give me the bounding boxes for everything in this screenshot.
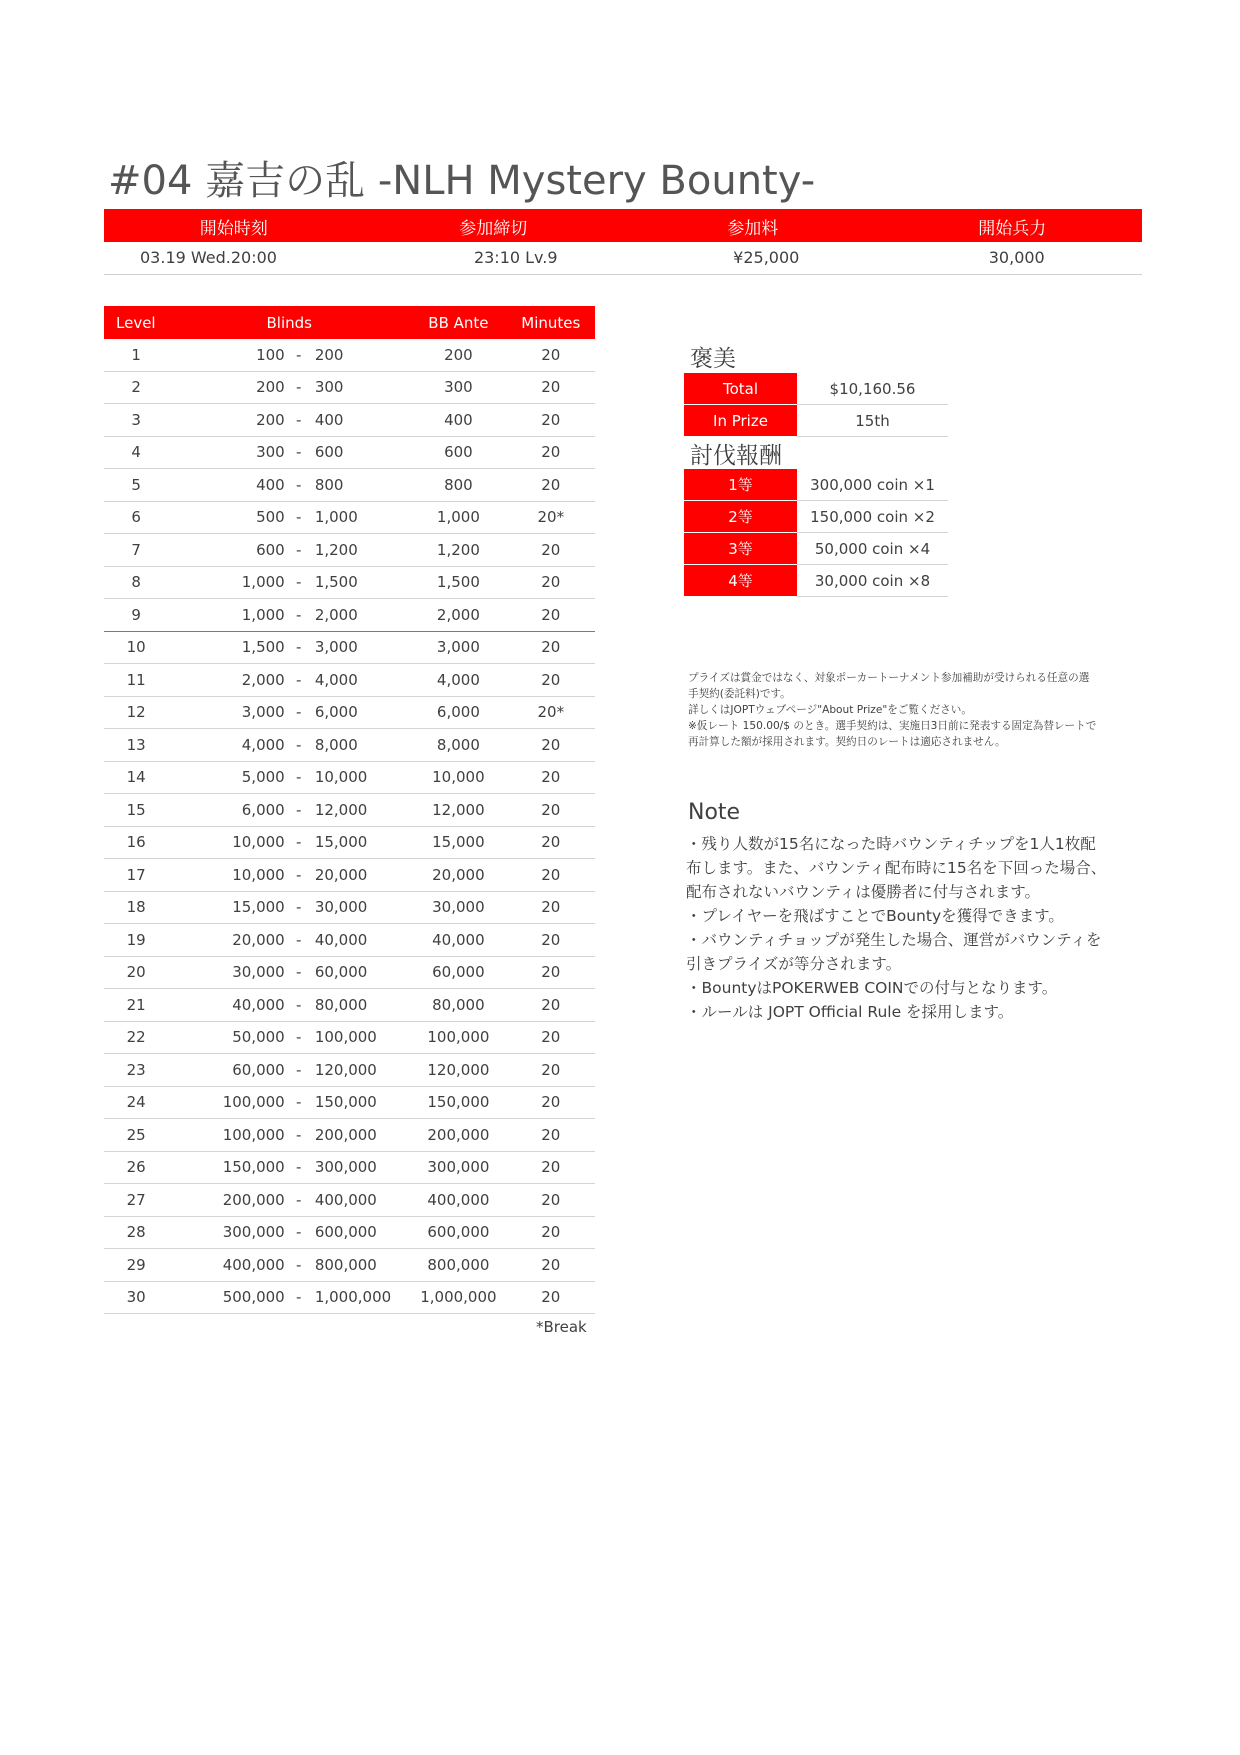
small-blind-cell: 200,000 — [168, 1184, 286, 1217]
level-cell: 30 — [104, 1281, 168, 1314]
bb-ante-cell: 300 — [410, 371, 506, 404]
big-blind-cell: 1,200 — [311, 534, 410, 567]
minutes-cell: 20 — [507, 599, 595, 632]
small-blind-cell: 150,000 — [168, 1151, 286, 1184]
bounty-label-1st: 1等 — [684, 469, 797, 501]
small-blind-cell: 400,000 — [168, 1249, 286, 1282]
bounty-label-4th: 4等 — [684, 565, 797, 597]
note-line: ・ルールは JOPT Official Rule を採用します。 — [686, 1003, 1014, 1021]
minutes-cell: 20 — [507, 989, 595, 1022]
bb-ante-cell: 12,000 — [410, 794, 506, 827]
blind-separator: - — [287, 696, 311, 729]
big-blind-cell: 600,000 — [311, 1216, 410, 1249]
blind-separator: - — [287, 924, 311, 957]
level-cell: 18 — [104, 891, 168, 924]
disclaimer-line: 再計算した額が採用されます。契約日のレートは適応されません。 — [688, 736, 1006, 748]
level-cell: 21 — [104, 989, 168, 1022]
minutes-cell: 20 — [507, 729, 595, 762]
small-blind-cell: 600 — [168, 534, 286, 567]
small-blind-cell: 2,000 — [168, 664, 286, 697]
small-blind-cell: 300 — [168, 436, 286, 469]
blind-separator: - — [287, 729, 311, 762]
note-line: ・残り人数が15名になった時バウンティチップを1人1枚配 — [686, 835, 1096, 853]
level-cell: 29 — [104, 1249, 168, 1282]
note-line: ・プレイヤーを飛ばすことでBountyを獲得できます。 — [686, 907, 1064, 925]
minutes-cell: 20 — [507, 1054, 595, 1087]
blind-level-row — [104, 1184, 595, 1217]
big-blind-cell: 1,000 — [311, 501, 410, 534]
bounty-row — [684, 565, 948, 597]
header-blinds: Blinds — [168, 306, 410, 339]
big-blind-cell: 100,000 — [311, 1021, 410, 1054]
big-blind-cell: 1,500 — [311, 566, 410, 599]
minutes-cell: 20 — [507, 404, 595, 437]
small-blind-cell: 1,000 — [168, 566, 286, 599]
minutes-cell: 20 — [507, 1151, 595, 1184]
bb-ante-cell: 800,000 — [410, 1249, 506, 1282]
reward-value-total: $10,160.56 — [797, 373, 948, 405]
big-blind-cell: 6,000 — [311, 696, 410, 729]
blind-table-header — [104, 306, 595, 339]
blind-separator: - — [287, 664, 311, 697]
blind-level-row — [104, 1151, 595, 1184]
info-buy-in: ¥25,000 — [733, 248, 800, 267]
info-reg-close: 23:10 Lv.9 — [473, 248, 558, 267]
blind-level-row — [104, 1249, 595, 1282]
blind-separator: - — [287, 989, 311, 1022]
blind-separator: - — [287, 566, 311, 599]
note-line: 布します。また、バウンティ配布時に15名を下回った場合、 — [686, 859, 1107, 877]
big-blind-cell: 40,000 — [311, 924, 410, 957]
bb-ante-cell: 4,000 — [410, 664, 506, 697]
bb-ante-cell: 150,000 — [410, 1086, 506, 1119]
level-cell: 1 — [104, 339, 168, 371]
big-blind-cell: 150,000 — [311, 1086, 410, 1119]
blind-separator: - — [287, 339, 311, 371]
info-header-reg-close: 参加締切 — [459, 219, 528, 239]
big-blind-cell: 60,000 — [311, 956, 410, 989]
small-blind-cell: 1,500 — [168, 631, 286, 664]
blind-separator: - — [287, 1054, 311, 1087]
small-blind-cell: 3,000 — [168, 696, 286, 729]
level-cell: 15 — [104, 794, 168, 827]
small-blind-cell: 4,000 — [168, 729, 286, 762]
blind-level-row — [104, 761, 595, 794]
minutes-cell: 20 — [507, 371, 595, 404]
blind-structure-table — [104, 306, 595, 1314]
blind-level-row — [104, 1216, 595, 1249]
blind-level-row — [104, 469, 595, 502]
small-blind-cell: 300,000 — [168, 1216, 286, 1249]
big-blind-cell: 15,000 — [311, 826, 410, 859]
minutes-cell: 20 — [507, 826, 595, 859]
blind-separator: - — [287, 599, 311, 632]
info-start-time: 03.19 Wed.20:00 — [140, 248, 277, 267]
big-blind-cell: 800 — [311, 469, 410, 502]
bounty-value-3rd: 50,000 coin ×4 — [797, 533, 948, 565]
small-blind-cell: 40,000 — [168, 989, 286, 1022]
minutes-cell: 20 — [507, 664, 595, 697]
level-cell: 17 — [104, 859, 168, 892]
note-title: Note — [688, 800, 741, 825]
blind-level-row — [104, 891, 595, 924]
level-cell: 5 — [104, 469, 168, 502]
blind-separator: - — [287, 794, 311, 827]
level-cell: 24 — [104, 1086, 168, 1119]
level-cell: 12 — [104, 696, 168, 729]
level-cell: 27 — [104, 1184, 168, 1217]
big-blind-cell: 1,000,000 — [311, 1281, 410, 1314]
small-blind-cell: 10,000 — [168, 826, 286, 859]
info-header-start-time: 開始時刻 — [199, 219, 268, 239]
minutes-cell: 20 — [507, 631, 595, 664]
bounty-table — [684, 469, 948, 597]
level-cell: 20 — [104, 956, 168, 989]
blind-separator: - — [287, 436, 311, 469]
level-cell: 11 — [104, 664, 168, 697]
bb-ante-cell: 30,000 — [410, 891, 506, 924]
bb-ante-cell: 15,000 — [410, 826, 506, 859]
blind-separator: - — [287, 761, 311, 794]
minutes-cell: 20 — [507, 924, 595, 957]
blind-separator: - — [287, 859, 311, 892]
page-title: #04 嘉吉の乱 -NLH Mystery Bounty- — [108, 158, 816, 204]
blind-level-row — [104, 1021, 595, 1054]
minutes-cell: 20* — [507, 696, 595, 729]
disclaimer-line: 詳しくはJOPTウェブページ"About Prize"をご覧ください。 — [688, 704, 972, 716]
bounty-label-3rd: 3等 — [684, 533, 797, 565]
bb-ante-cell: 1,000,000 — [410, 1281, 506, 1314]
level-cell: 16 — [104, 826, 168, 859]
bb-ante-cell: 120,000 — [410, 1054, 506, 1087]
level-cell: 26 — [104, 1151, 168, 1184]
level-cell: 6 — [104, 501, 168, 534]
bb-ante-cell: 600 — [410, 436, 506, 469]
blind-separator: - — [287, 1281, 311, 1314]
small-blind-cell: 100 — [168, 339, 286, 371]
blind-level-row — [104, 1054, 595, 1087]
note-line: 配布されないバウンティは優勝者に付与されます。 — [686, 883, 1041, 901]
big-blind-cell: 12,000 — [311, 794, 410, 827]
small-blind-cell: 200 — [168, 371, 286, 404]
level-cell: 8 — [104, 566, 168, 599]
level-cell: 25 — [104, 1119, 168, 1152]
level-cell: 23 — [104, 1054, 168, 1087]
bb-ante-cell: 10,000 — [410, 761, 506, 794]
blind-separator: - — [287, 1249, 311, 1282]
minutes-cell: 20 — [507, 891, 595, 924]
level-cell: 13 — [104, 729, 168, 762]
blind-level-row — [104, 1086, 595, 1119]
minutes-cell: 20 — [507, 956, 595, 989]
bb-ante-cell: 6,000 — [410, 696, 506, 729]
bb-ante-cell: 40,000 — [410, 924, 506, 957]
minutes-cell: 20 — [507, 1184, 595, 1217]
bounty-value-4th: 30,000 coin ×8 — [797, 565, 948, 597]
bb-ante-cell: 60,000 — [410, 956, 506, 989]
reward-label-in-prize: In Prize — [684, 405, 797, 437]
big-blind-cell: 200,000 — [311, 1119, 410, 1152]
level-cell: 4 — [104, 436, 168, 469]
note-line: ・バウンティチョップが発生した場合、運営がバウンティを — [686, 931, 1102, 949]
small-blind-cell: 200 — [168, 404, 286, 437]
note-list — [686, 832, 1146, 1024]
blind-level-row — [104, 501, 595, 534]
big-blind-cell: 300,000 — [311, 1151, 410, 1184]
blind-separator: - — [287, 371, 311, 404]
bb-ante-cell: 1,200 — [410, 534, 506, 567]
bb-ante-cell: 400,000 — [410, 1184, 506, 1217]
blind-level-row — [104, 631, 595, 664]
disclaimer-line: ※仮レート 150.00/$ のとき。選手契約は、実施日3日前に発表する固定為替レートで — [688, 720, 1097, 732]
blind-separator: - — [287, 1151, 311, 1184]
big-blind-cell: 800,000 — [311, 1249, 410, 1282]
minutes-cell: 20 — [507, 469, 595, 502]
big-blind-cell: 120,000 — [311, 1054, 410, 1087]
blind-separator: - — [287, 1184, 311, 1217]
blind-level-row — [104, 371, 595, 404]
minutes-cell: 20 — [507, 339, 595, 371]
blind-level-row — [104, 599, 595, 632]
big-blind-cell: 80,000 — [311, 989, 410, 1022]
blind-level-row — [104, 696, 595, 729]
small-blind-cell: 5,000 — [168, 761, 286, 794]
blind-separator: - — [287, 631, 311, 664]
big-blind-cell: 30,000 — [311, 891, 410, 924]
bb-ante-cell: 80,000 — [410, 989, 506, 1022]
blind-separator: - — [287, 501, 311, 534]
note-line: 引きプライズが等分されます。 — [686, 955, 902, 973]
blind-level-row — [104, 404, 595, 437]
small-blind-cell: 15,000 — [168, 891, 286, 924]
minutes-cell: 20 — [507, 1216, 595, 1249]
blind-separator: - — [287, 469, 311, 502]
level-cell: 14 — [104, 761, 168, 794]
big-blind-cell: 10,000 — [311, 761, 410, 794]
blind-level-row — [104, 436, 595, 469]
blind-level-row — [104, 989, 595, 1022]
bounty-value-1st: 300,000 coin ×1 — [797, 469, 948, 501]
blind-level-row — [104, 729, 595, 762]
bounty-value-2nd: 150,000 coin ×2 — [797, 501, 948, 533]
blind-separator: - — [287, 404, 311, 437]
blind-separator: - — [287, 1021, 311, 1054]
big-blind-cell: 8,000 — [311, 729, 410, 762]
bb-ante-cell: 1,000 — [410, 501, 506, 534]
info-starting-stack: 30,000 — [988, 248, 1045, 267]
blind-separator: - — [287, 891, 311, 924]
bb-ante-cell: 800 — [410, 469, 506, 502]
info-value-row — [104, 242, 1142, 275]
blind-separator: - — [287, 1086, 311, 1119]
bb-ante-cell: 200 — [410, 339, 506, 371]
disclaimer-line: プライズは賞金ではなく、対象ポーカートーナメント参加補助が受けられる任意の選 — [688, 672, 1090, 684]
big-blind-cell: 4,000 — [311, 664, 410, 697]
blind-level-row — [104, 924, 595, 957]
bounty-row — [684, 469, 948, 501]
bb-ante-cell: 100,000 — [410, 1021, 506, 1054]
blind-level-row — [104, 664, 595, 697]
bb-ante-cell: 8,000 — [410, 729, 506, 762]
bounty-label-2nd: 2等 — [684, 501, 797, 533]
blind-level-row — [104, 534, 595, 567]
big-blind-cell: 400,000 — [311, 1184, 410, 1217]
bb-ante-cell: 3,000 — [410, 631, 506, 664]
minutes-cell: 20 — [507, 1086, 595, 1119]
blind-separator: - — [287, 826, 311, 859]
reward-value-in-prize: 15th — [797, 405, 948, 437]
small-blind-cell: 500,000 — [168, 1281, 286, 1314]
small-blind-cell: 6,000 — [168, 794, 286, 827]
level-cell: 9 — [104, 599, 168, 632]
minutes-cell: 20 — [507, 566, 595, 599]
bb-ante-cell: 20,000 — [410, 859, 506, 892]
bb-ante-cell: 600,000 — [410, 1216, 506, 1249]
level-cell: 3 — [104, 404, 168, 437]
bb-ante-cell: 400 — [410, 404, 506, 437]
bb-ante-cell: 200,000 — [410, 1119, 506, 1152]
small-blind-cell: 500 — [168, 501, 286, 534]
small-blind-cell: 60,000 — [168, 1054, 286, 1087]
minutes-cell: 20 — [507, 794, 595, 827]
bounty-title: 討伐報酬 — [690, 443, 782, 469]
minutes-cell: 20 — [507, 1249, 595, 1282]
minutes-cell: 20 — [507, 859, 595, 892]
blind-level-row — [104, 1119, 595, 1152]
reward-title: 褒美 — [690, 346, 736, 372]
header-minutes: Minutes — [507, 306, 595, 339]
blind-level-row — [104, 794, 595, 827]
big-blind-cell: 20,000 — [311, 859, 410, 892]
break-note: *Break — [536, 1318, 587, 1336]
bounty-row — [684, 533, 948, 565]
blind-separator: - — [287, 956, 311, 989]
blind-level-row — [104, 859, 595, 892]
minutes-cell: 20* — [507, 501, 595, 534]
prize-disclaimer — [688, 670, 1138, 750]
bb-ante-cell: 2,000 — [410, 599, 506, 632]
blind-separator: - — [287, 1119, 311, 1152]
minutes-cell: 20 — [507, 1281, 595, 1314]
level-cell: 10 — [104, 631, 168, 664]
bb-ante-cell: 300,000 — [410, 1151, 506, 1184]
blind-separator: - — [287, 534, 311, 567]
disclaimer-line: 手契約(委託料)です。 — [688, 688, 791, 700]
header-level: Level — [104, 306, 168, 339]
level-cell: 7 — [104, 534, 168, 567]
info-header-buy-in: 参加料 — [727, 219, 779, 239]
level-cell: 28 — [104, 1216, 168, 1249]
small-blind-cell: 100,000 — [168, 1119, 286, 1152]
blind-separator: - — [287, 1216, 311, 1249]
blind-level-row — [104, 566, 595, 599]
header-bb-ante: BB Ante — [410, 306, 506, 339]
big-blind-cell: 200 — [311, 339, 410, 371]
big-blind-cell: 2,000 — [311, 599, 410, 632]
reward-table — [684, 373, 948, 437]
info-header-starting-stack: 開始兵力 — [978, 219, 1047, 239]
blind-level-row — [104, 956, 595, 989]
minutes-cell: 20 — [507, 436, 595, 469]
tournament-info-table — [104, 209, 1142, 275]
reward-row — [684, 405, 948, 437]
big-blind-cell: 600 — [311, 436, 410, 469]
big-blind-cell: 3,000 — [311, 631, 410, 664]
blind-level-row — [104, 826, 595, 859]
big-blind-cell: 400 — [311, 404, 410, 437]
blind-level-row — [104, 339, 595, 371]
small-blind-cell: 400 — [168, 469, 286, 502]
blind-level-row — [104, 1281, 595, 1314]
reward-row — [684, 373, 948, 405]
minutes-cell: 20 — [507, 761, 595, 794]
level-cell: 2 — [104, 371, 168, 404]
minutes-cell: 20 — [507, 1119, 595, 1152]
note-line: ・BountyはPOKERWEB COINでの付与となります。 — [686, 979, 1058, 997]
big-blind-cell: 300 — [311, 371, 410, 404]
reward-label-total: Total — [684, 373, 797, 405]
small-blind-cell: 30,000 — [168, 956, 286, 989]
minutes-cell: 20 — [507, 534, 595, 567]
small-blind-cell: 20,000 — [168, 924, 286, 957]
level-cell: 22 — [104, 1021, 168, 1054]
small-blind-cell: 1,000 — [168, 599, 286, 632]
small-blind-cell: 50,000 — [168, 1021, 286, 1054]
info-header-row — [104, 209, 1142, 242]
bounty-row — [684, 501, 948, 533]
small-blind-cell: 10,000 — [168, 859, 286, 892]
bb-ante-cell: 1,500 — [410, 566, 506, 599]
small-blind-cell: 100,000 — [168, 1086, 286, 1119]
blind-table-body — [104, 339, 595, 1314]
minutes-cell: 20 — [507, 1021, 595, 1054]
level-cell: 19 — [104, 924, 168, 957]
